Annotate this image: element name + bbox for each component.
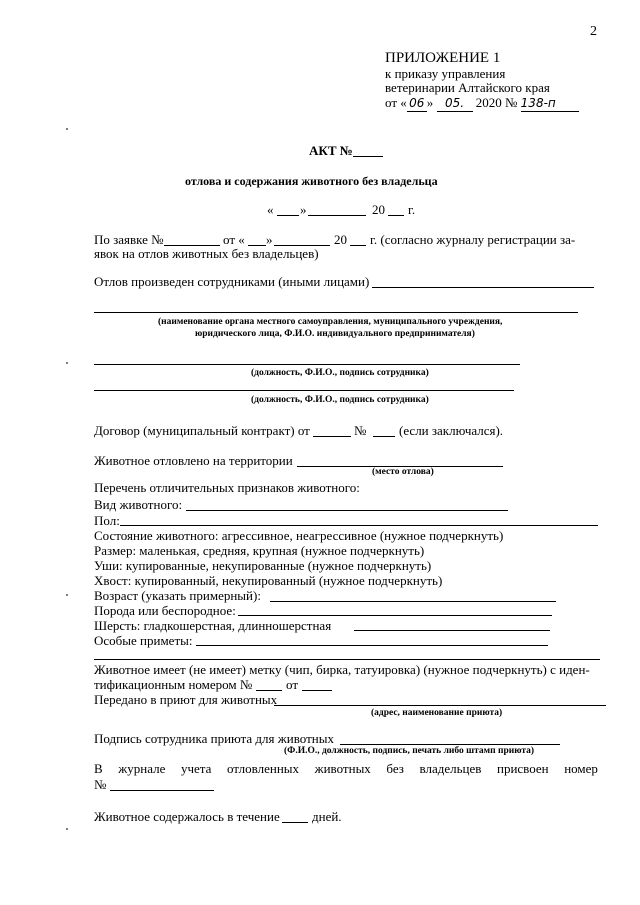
- signature-label: Подпись сотрудника приюта для животных: [94, 731, 334, 746]
- journal-word: без: [386, 761, 404, 776]
- marks-label: Особые приметы:: [94, 633, 193, 648]
- fur-label: Шерсть: гладкошерстная, длинношерстная: [94, 618, 332, 633]
- mark-id-label: тификационным номером №: [94, 677, 253, 692]
- date-open: «: [267, 202, 274, 217]
- organization-caption-2: юридического лица, Ф.И.О. индивидуального предпринимателя): [195, 329, 475, 339]
- mark-from: от: [286, 677, 299, 692]
- staff-field-2[interactable]: [94, 390, 514, 391]
- contract-no: №: [354, 423, 367, 438]
- mark-date-field[interactable]: [302, 690, 332, 691]
- contract-note: (если заключался).: [399, 423, 504, 438]
- shelter-label: Передано в приют для животных: [94, 692, 278, 707]
- journal-word: животных: [314, 761, 371, 776]
- date-g: г.: [408, 202, 416, 217]
- contract-number-field[interactable]: [373, 436, 395, 437]
- journal-word: присвоен: [497, 761, 549, 776]
- request-note-line-2: явок на отлов животных без владельцев): [94, 246, 319, 261]
- age-field[interactable]: [270, 601, 556, 602]
- tail-label: Хвост: купированный, некупированный (нужное подчеркнуть): [94, 573, 443, 588]
- appendix-date-line: [385, 95, 579, 112]
- signature-caption: (Ф.И.О., должность, подпись, печать либо штамп приюта): [284, 746, 535, 756]
- appendix-number: 138-п: [521, 96, 579, 112]
- date-day-field[interactable]: [277, 215, 299, 216]
- journal-no: №: [94, 777, 107, 792]
- appendix-line-2: ветеринарии Алтайского края: [385, 80, 550, 95]
- scan-dot: [66, 828, 68, 830]
- date-year-field[interactable]: [388, 215, 404, 216]
- marks-field-2[interactable]: [94, 659, 600, 660]
- breed-field[interactable]: [238, 615, 552, 616]
- kept-days-field[interactable]: [282, 822, 308, 823]
- staff-field-1[interactable]: [94, 364, 520, 365]
- territory-label: Животное отловлено на территории: [94, 453, 293, 468]
- mark-id-field[interactable]: [256, 690, 282, 691]
- contract-label: Договор (муниципальный контракт) от: [94, 423, 310, 438]
- mark-line-1: Животное имеет (не имеет) метку (чип, бирка, татуировка) (нужное подчеркнуть) с иден-: [94, 662, 590, 677]
- catchers-label: Отлов произведен сотрудниками (иными лицами): [94, 274, 370, 289]
- journal-number-field[interactable]: [110, 790, 214, 791]
- organization-caption-1: (наименование органа местного самоуправления, муниципального учреждения,: [158, 317, 503, 327]
- scan-dot: [66, 362, 68, 364]
- journal-word: В: [94, 761, 103, 776]
- appendix-day: 06: [407, 96, 427, 112]
- size-label: Размер: маленькая, средняя, крупная (нужное подчеркнуть): [94, 543, 425, 558]
- request-note: г. (согласно журналу регистрации за-: [370, 232, 576, 247]
- journal-word: владельцев: [419, 761, 482, 776]
- shelter-field[interactable]: [274, 705, 606, 706]
- scan-dot: [66, 594, 68, 596]
- fur-field[interactable]: [354, 630, 550, 631]
- staff-caption-2: (должность, Ф.И.О., подпись сотрудника): [251, 395, 429, 405]
- catchers-field[interactable]: [372, 287, 594, 288]
- features-heading: Перечень отличительных признаков животного:: [94, 480, 360, 495]
- act-subtitle: отлова и содержания животного без владельца: [185, 174, 438, 188]
- request-from: от «: [223, 232, 245, 247]
- kept-days: дней.: [312, 809, 342, 824]
- date-close: »: [300, 202, 307, 217]
- species-label: Вид животного:: [94, 497, 183, 512]
- act-title: АКТ №: [309, 143, 353, 158]
- breed-label: Порода или беспородное:: [94, 603, 236, 618]
- appendix-title: ПРИЛОЖЕНИЕ 1: [385, 50, 501, 66]
- organization-field[interactable]: [94, 312, 578, 313]
- page-number: 2: [590, 24, 597, 39]
- ears-label: Уши: купированные, некупированные (нужное подчеркнуть): [94, 558, 432, 573]
- age-label: Возраст (указать примерный):: [94, 588, 261, 603]
- date-mid: »: [426, 95, 434, 110]
- contract-date-field[interactable]: [313, 436, 351, 437]
- request-year: 20: [334, 232, 347, 247]
- journal-word: журнале: [118, 761, 166, 776]
- scan-dot: [66, 128, 68, 130]
- staff-caption-1: (должность, Ф.И.О., подпись сотрудника): [251, 368, 429, 378]
- date-prefix: от «: [385, 95, 407, 110]
- sex-field[interactable]: [120, 525, 598, 526]
- request-year-field[interactable]: [350, 245, 366, 246]
- journal-word: отловленных: [226, 761, 300, 776]
- territory-caption: (место отлова): [372, 467, 434, 477]
- shelter-caption: (адрес, наименование приюта): [371, 708, 503, 718]
- request-label: По заявке №: [94, 232, 164, 247]
- request-close: »: [266, 232, 273, 247]
- appendix-line-1: к приказу управления: [385, 66, 506, 81]
- state-label: Состояние животного: агрессивное, неагрессивное (нужное подчеркнуть): [94, 528, 504, 543]
- appendix-year-no: 2020 №: [475, 95, 518, 110]
- kept-label: Животное содержалось в течение: [94, 809, 280, 824]
- journal-word: учета: [180, 761, 212, 776]
- act-number-field[interactable]: [353, 156, 383, 157]
- date-month-field[interactable]: [308, 215, 366, 216]
- journal-line: [94, 761, 598, 776]
- marks-field[interactable]: [196, 645, 548, 646]
- species-field[interactable]: [186, 510, 508, 511]
- sex-label: Пол:: [94, 513, 120, 528]
- journal-word: номер: [564, 761, 598, 776]
- date-year: 20: [372, 202, 385, 217]
- appendix-month: 05.: [437, 96, 473, 112]
